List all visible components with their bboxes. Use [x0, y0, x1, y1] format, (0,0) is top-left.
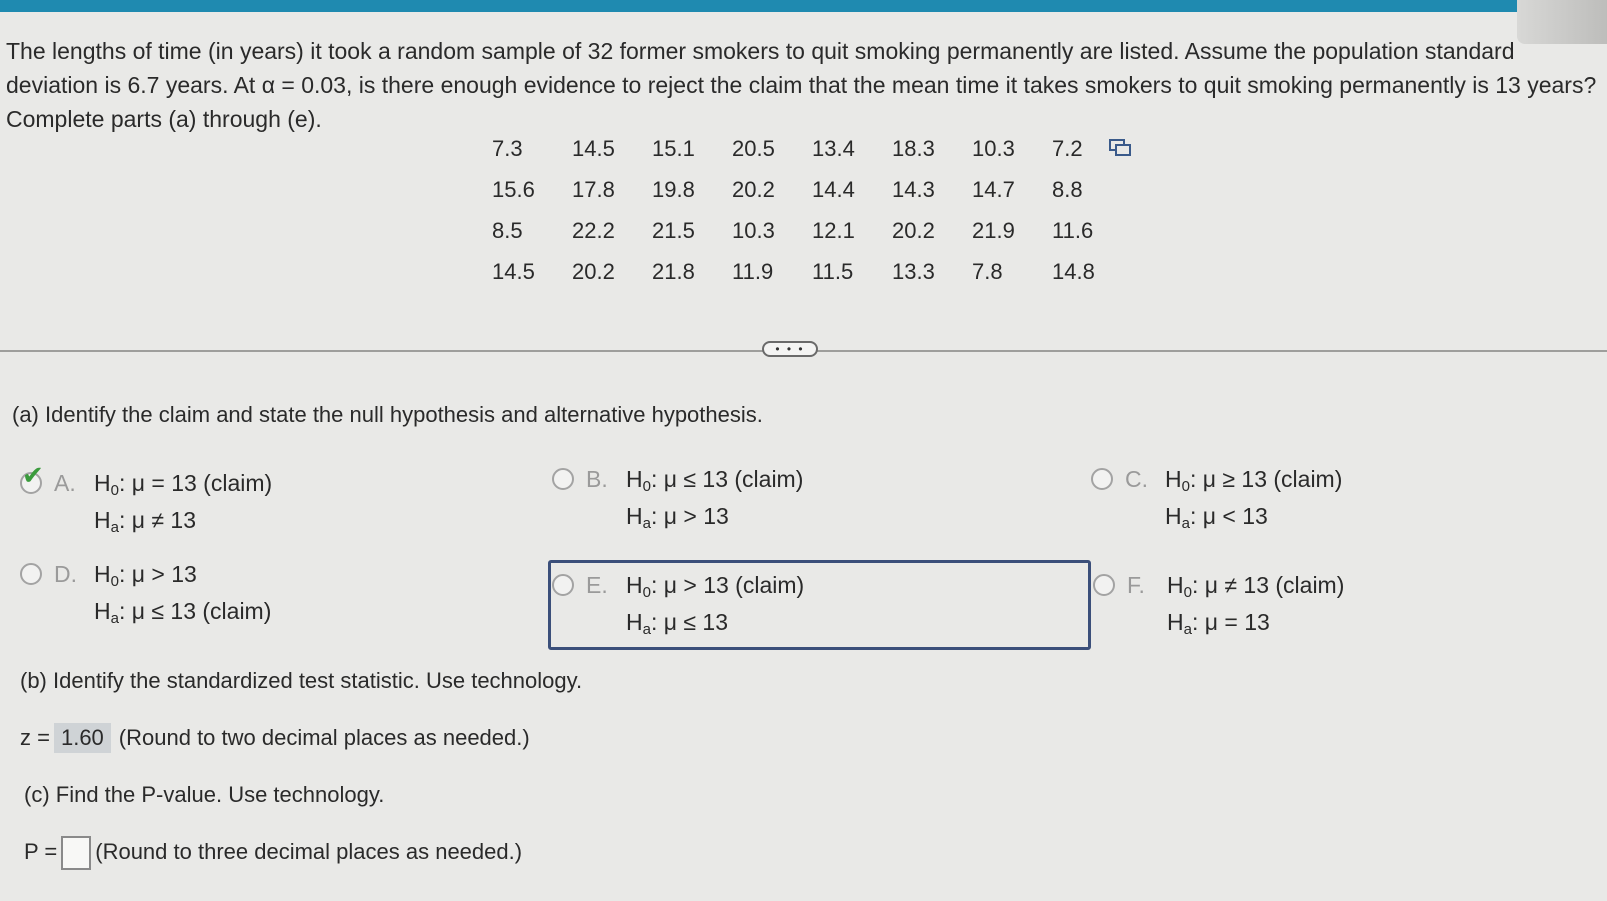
option-letter: C.: [1125, 466, 1148, 492]
table-cell: 14.7: [972, 176, 1015, 202]
alternative-hypothesis: $H_a$: μ = 13: [1167, 609, 1270, 638]
alternative-hypothesis: $H_a$: μ ≠ 13: [94, 507, 196, 536]
table-cell: 10.3: [972, 135, 1015, 161]
table-cell: 21.8: [652, 258, 695, 284]
null-hypothesis: $H_0$: μ ≤ 13 (claim): [626, 466, 804, 495]
null-hypothesis: $H_0$: μ > 13: [94, 561, 197, 590]
table-cell: 14.5: [492, 258, 535, 284]
table-cell: 20.5: [732, 135, 775, 161]
z-label: z =: [20, 725, 50, 750]
table-cell: 22.2: [572, 217, 615, 243]
radio-e[interactable]: [552, 574, 574, 596]
table-cell: 17.8: [572, 176, 615, 202]
table-cell: 11.9: [732, 258, 774, 284]
table-cell: 15.6: [492, 176, 535, 202]
z-value-field[interactable]: 1.60: [54, 723, 111, 753]
table-cell: 20.2: [732, 176, 775, 202]
z-hint: (Round to two decimal places as needed.): [118, 725, 530, 750]
part-c-prompt: (c) Find the P-value. Use technology.: [24, 782, 385, 807]
expand-more-button[interactable]: • • •: [762, 341, 818, 357]
p-hint: (Round to three decimal places as needed.): [95, 838, 523, 864]
table-cell: 20.2: [572, 258, 615, 284]
table-cell: 11.5: [812, 258, 854, 284]
table-cell: 10.3: [732, 217, 775, 243]
table-cell: 15.1: [652, 135, 695, 161]
table-cell: 14.5: [572, 135, 615, 161]
table-cell: 7.8: [972, 258, 1003, 284]
table-cell: 14.3: [892, 176, 935, 202]
table-cell: 19.8: [652, 176, 695, 202]
part-b-prompt: (b) Identify the standardized test statistic. Use technology.: [20, 668, 583, 693]
top-accent-bar: [0, 0, 1607, 12]
alternative-hypothesis: $H_a$: μ < 13: [1165, 503, 1268, 532]
option-letter: E.: [586, 572, 608, 598]
table-row: [488, 128, 1128, 169]
table-cell: 11.6: [1052, 217, 1094, 243]
table-row: [488, 210, 1128, 251]
table-cell: 7.2: [1052, 135, 1083, 161]
null-hypothesis: $H_0$: μ = 13 (claim): [94, 470, 273, 499]
table-row: [488, 169, 1128, 210]
radio-b[interactable]: [552, 468, 574, 490]
alternative-hypothesis: $H_a$: μ > 13: [626, 503, 729, 532]
table-cell: 13.3: [892, 258, 935, 284]
radio-f[interactable]: [1093, 574, 1115, 596]
table-cell: 20.2: [892, 217, 935, 243]
option-letter: F.: [1127, 572, 1145, 598]
null-hypothesis: $H_0$: μ > 13 (claim): [626, 572, 805, 601]
option-letter: D.: [54, 561, 77, 587]
z-answer-line: [20, 723, 530, 753]
null-hypothesis: $H_0$: μ ≠ 13 (claim): [1167, 572, 1345, 601]
p-label: P =: [24, 838, 58, 864]
radio-d[interactable]: [20, 563, 42, 585]
problem-statement: The lengths of time (in years) it took a random sample of 32 former smokers to quit smoking permanently are listed. Assume the population standard deviation is 6.7 years. At α = 0.03, is there enough evidence to reject the claim that the mean time it takes smokers to quit smoking permanently is 13 years? Complete parts (a) through (e).: [6, 38, 1597, 132]
copy-data-icon[interactable]: [1108, 138, 1132, 158]
table-cell: 21.9: [972, 217, 1015, 243]
table-row: [488, 251, 1128, 292]
radio-c[interactable]: [1091, 468, 1113, 490]
table-cell: 12.1: [812, 217, 855, 243]
p-answer-line: [24, 836, 522, 870]
alternative-hypothesis: $H_a$: μ ≤ 13 (claim): [94, 598, 272, 627]
table-cell: 13.4: [812, 135, 855, 161]
check-mark-icon: ✔: [22, 460, 44, 490]
table-cell: 18.3: [892, 135, 935, 161]
table-cell: 7.3: [492, 135, 523, 161]
data-table: [488, 128, 1128, 292]
table-cell: 21.5: [652, 217, 695, 243]
table-cell: 14.8: [1052, 258, 1095, 284]
table-cell: 8.5: [492, 217, 523, 243]
option-letter: A.: [54, 470, 76, 496]
table-cell: 14.4: [812, 176, 855, 202]
table-cell: 8.8: [1052, 176, 1083, 202]
alternative-hypothesis: $H_a$: μ ≤ 13: [626, 609, 728, 638]
option-letter: B.: [586, 466, 608, 492]
part-a-prompt: (a) Identify the claim and state the null hypothesis and alternative hypothesis.: [12, 402, 763, 427]
p-value-input[interactable]: [61, 836, 91, 870]
null-hypothesis: $H_0$: μ ≥ 13 (claim): [1165, 466, 1343, 495]
